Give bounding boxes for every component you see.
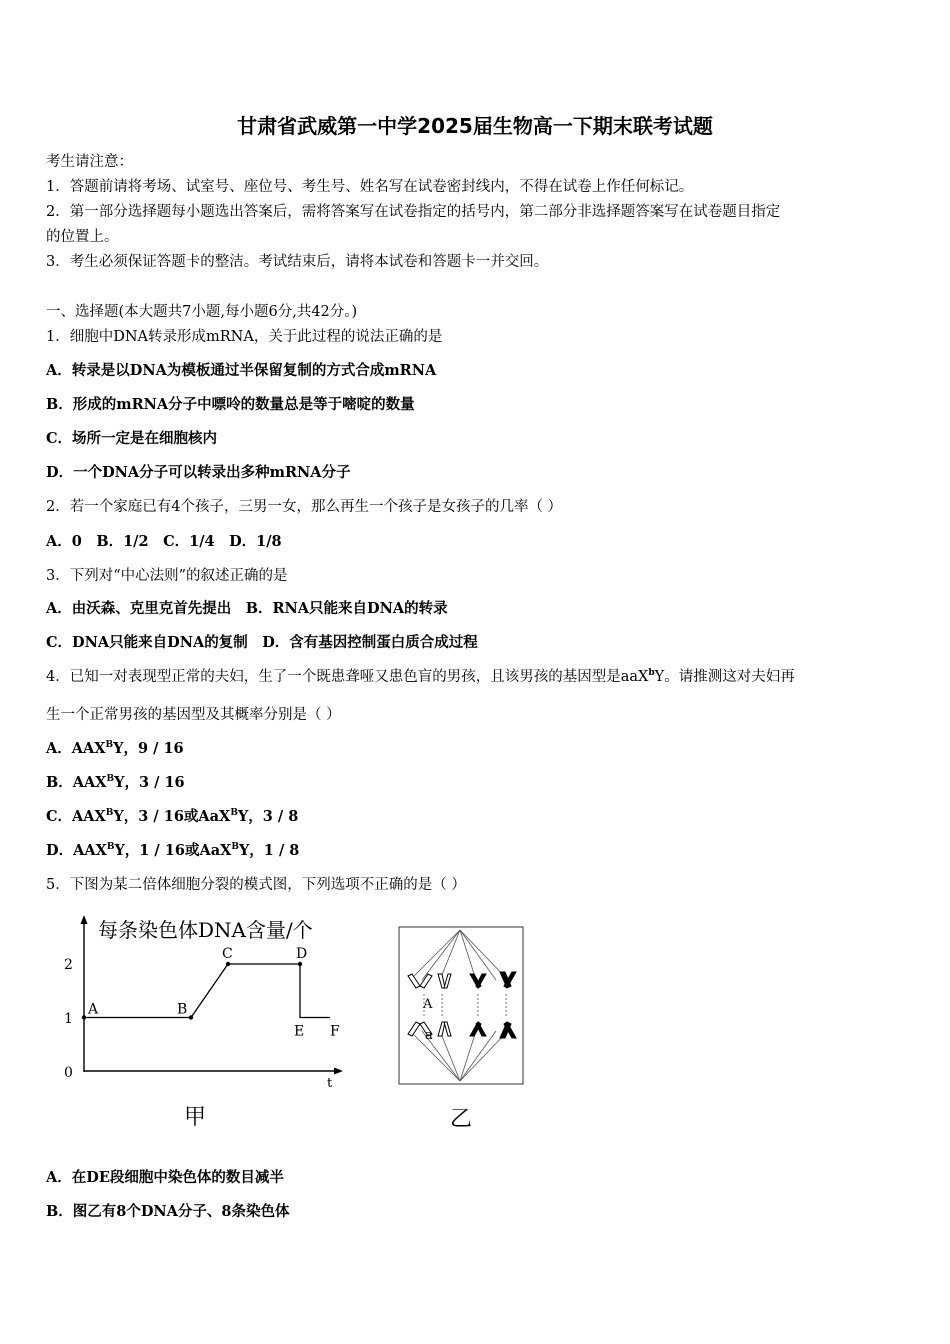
point-label-c: C: [222, 946, 233, 962]
chart-title: 每条染色体DNA含量/个: [98, 918, 313, 942]
gene-label-lower: a: [425, 1028, 433, 1043]
cell-frame: [399, 927, 523, 1084]
point-label-d: D: [296, 946, 308, 962]
figure-jia-chart: [56, 912, 356, 1137]
caption-jia: 甲: [184, 1105, 207, 1130]
point-label-b: B: [177, 1001, 188, 1018]
y-axis-arrow: [81, 915, 88, 924]
q1-stem: 1．细胞中DNA转录形成mRNA，关于此过程的说法正确的是: [46, 329, 443, 345]
gene-label-upper: A: [423, 997, 433, 1012]
q5-option-b: B．图乙有8个DNA分子、8条染色体: [46, 1203, 290, 1220]
q3-options-ab: A．由沃森、克里克首先提出 B．RNA只能来自DNA的转录: [46, 600, 448, 617]
point-label-f: F: [330, 1023, 340, 1040]
series-line: [84, 964, 330, 1018]
y-tick-1: 1: [64, 1011, 73, 1027]
q1-option-c: C．场所一定是在细胞核内: [46, 430, 218, 447]
notice-item-1: 1．答题前请将考场、试室号、座位号、考生号、姓名写在试卷密封线内，不得在试卷上作任何标记。: [46, 179, 694, 195]
notice-item-2-cont: 的位置上。: [46, 229, 119, 245]
caption-yi: 乙: [450, 1107, 473, 1132]
q3-options-cd: C．DNA只能来自DNA的复制 D．含有基因控制蛋白质合成过程: [46, 634, 478, 651]
data-point-c: [226, 962, 230, 966]
notice-item-3: 3．考生必须保证答题卡的整洁。考试结束后，请将本试卷和答题卡一并交回。: [46, 254, 549, 270]
q4-option-c: C．$AAX^BY$，3 / 16或AaX$^B$Y，3 / 8: [46, 808, 299, 825]
q4-option-b: B．$AAX^BY$，3 / 16: [46, 774, 185, 791]
q1-option-a: A．转录是以DNA为模板通过半保留复制的方式合成mRNA: [46, 362, 437, 379]
q4-option-a: A．$AAX^BY$，9 / 16: [46, 740, 184, 757]
section-heading: 一、选择题(本大题共7小题,每小题6分,共42分。): [46, 304, 358, 320]
y-tick-0: 0: [64, 1065, 73, 1081]
notice-heading: 考生请注意：: [46, 154, 133, 170]
data-point-b: [189, 1015, 193, 1019]
figure-yi-diagram: [398, 926, 526, 1138]
point-label-a: A: [88, 1001, 99, 1018]
q4-stem-cont: 生一个正常男孩的基因型及其概率分别是（ ）: [46, 707, 341, 723]
x-axis-arrow: [334, 1068, 343, 1075]
q5-stem: 5．下图为某二倍体细胞分裂的模式图，下列选项不正确的是（ ）: [46, 877, 466, 893]
q4-option-d: D．$AAX^BY$，1 / 16或AaX$^B$Y，1 / 8: [46, 842, 300, 859]
y-tick-2: 2: [64, 957, 73, 973]
q2-stem: 2．若一个家庭已有4个孩子，三男一女，那么再生一个孩子是女孩子的几率（ ）: [46, 499, 563, 515]
notice-item-2: 2．第一部分选择题每小题选出答案后，需将答案写在试卷指定的括号内，第二部分非选择题答案写在试卷题目指定: [46, 204, 781, 220]
q1-option-b: B．形成的mRNA分子中嘌呤的数量总是等于嘧啶的数量: [46, 396, 415, 413]
q5-option-a: A．在DE段细胞中染色体的数目减半: [46, 1169, 284, 1186]
q4-stem: 4．已知一对表现型正常的夫妇，生了一个既患聋哑又患色盲的男孩，且该男孩的基因型是aaX$^b$Y。请推测这对夫妇再: [46, 668, 795, 685]
page-title: 甘肃省武威第一中学2025届生物高一下期末联考试题: [237, 114, 713, 138]
q1-option-d: D．一个DNA分子可以转录出多种mRNA分子: [46, 464, 351, 481]
x-axis-label: t: [327, 1076, 333, 1091]
point-label-e: E: [294, 1023, 305, 1040]
data-point-a: [82, 1015, 86, 1019]
data-point-d: [298, 962, 302, 966]
chromosomes-upper: [408, 972, 516, 988]
q2-options: A．0 B．1/2 C．1/4 D．1/8: [46, 533, 282, 550]
q3-stem: 3．下列对“中心法则”的叙述正确的是: [46, 568, 288, 584]
